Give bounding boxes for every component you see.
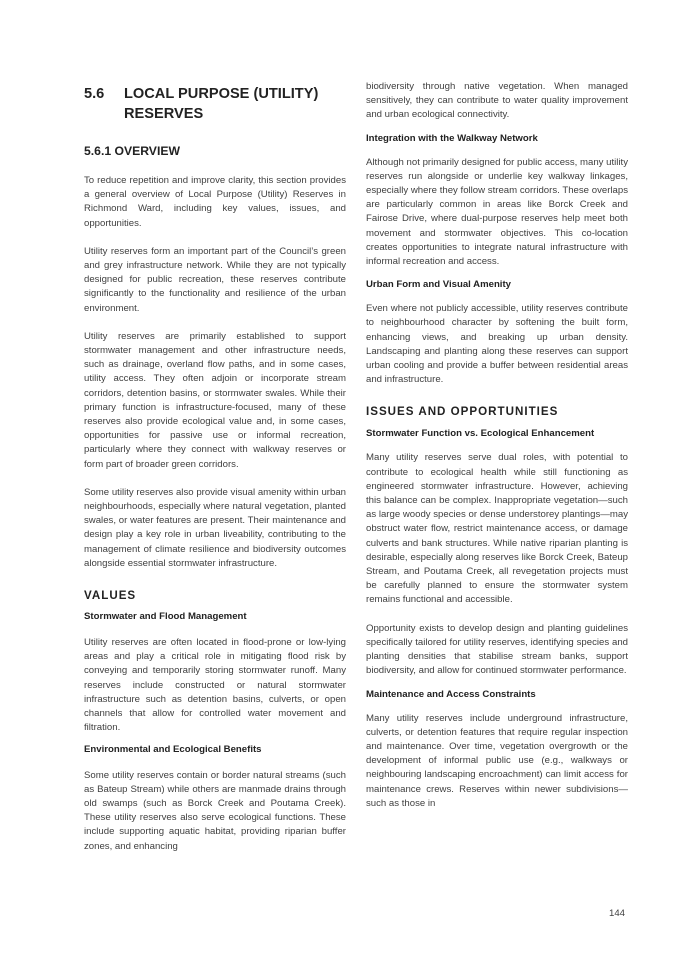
- left-column: [84, 80, 346, 854]
- function-heading: Stormwater Function vs. Ecological Enhancement: [366, 428, 595, 440]
- overview-paragraph: To reduce repetition and improve clarity, this section provides a general overview of Local Purpose (Utility) Reserves in Richmond Ward, including key values, issues, and opportunities.: [84, 175, 346, 229]
- overview-paragraph: Utility reserves are primarily established to support stormwater management and other infrastructure needs, such as drainage, overland flow paths, and in some cases, utility access. They often adjoin or incorporate stream corridors, detention basins, or stormwater swales. While their primary function is infrastructure-focused, many of these reserves also provide ecological value and, in some cases, opportunities for passive use or informal recreation, particularly where they connect with walkway reserves or form part of broader green corridors.: [84, 330, 346, 470]
- maintenance-heading: Maintenance and Access Constraints: [366, 688, 536, 700]
- function-paragraph: Many utility reserves serve dual roles, with potential to contribute to ecological health while still functioning as engineered stormwater infrastructure. However, achieving this balance can be complex. Inappropriate vegetation—such as large woody species or dense understorey plantings—may obstruct water flow, restrict maintenance access, or damage culverts and bank structures. While native riparian planting is desirable, especially along reserves like Borck Creek, Bateup Stream, and Poutama Creek, all revegetation projects must be carefully planned to ensure the stormwater system remains functional and accessible.: [366, 452, 628, 606]
- page-number: 144: [608, 908, 625, 919]
- section-title: [84, 84, 346, 124]
- stormwater-paragraph: Utility reserves are often located in flood-prone or low-lying areas and play a critical role in mitigating flood risk by conveying and temporarily storing stormwater runoff. Many reserves include constructed or natural stormwater infrastructure such as detention basins, culverts, or open channels that allow for controlled water movement and filtration.: [84, 637, 346, 734]
- stormwater-heading: Stormwater and Flood Management: [84, 611, 247, 623]
- overview-paragraph: Utility reserves form an important part of the Council’s green and grey infrastructure network. While they are not typically designed for public recreation, these reserves contribute significantly to the functionality and resilience of the urban environment.: [84, 245, 346, 314]
- walkway-paragraph: Although not primarily designed for public access, many utility reserves run alongside or underlie key walkway linkages, especially where they follow stream corridors. These overlaps are particularly common in areas like Borck Creek and Fairose Drive, where dual-purpose reserves help meet both movement and stormwater objectives. This co-location creates opportunities to integrate natural infrastructure with informal recreation and access.: [366, 156, 628, 268]
- section-title-text: LOCAL PURPOSE (UTILITY) RESERVES: [124, 86, 319, 122]
- overview-heading: 5.6.1 OVERVIEW: [84, 144, 180, 158]
- issues-heading: ISSUES AND OPPORTUNITIES: [366, 405, 559, 419]
- ecology-heading: Environmental and Ecological Benefits: [84, 743, 262, 755]
- maintenance-paragraph: Many utility reserves include underground infrastructure, culverts, or detention features that require regular inspection and maintenance. Over time, vegetation overgrowth or the development of informal public use (e.g., walkways or neighbouring landscaping encroachment) can limit access for maintenance crews. Reserves within newer subdivisions—such as those in: [366, 712, 628, 809]
- walkway-heading: Integration with the Walkway Network: [366, 132, 538, 144]
- right-column: [366, 80, 628, 811]
- overview-paragraph: Some utility reserves also provide visual amenity within urban neighbourhoods, especially where natural vegetation, planted swales, or water features are present. Their maintenance and design play a key role in urban liveability, contributing to the management of climate resilience and biodiversity outcomes alongside essential stormwater infrastructure.: [84, 486, 346, 569]
- urban-form-paragraph: Even where not publicly accessible, utility reserves contribute to neighbourhood character by softening the built form, enhancing views, and breaking up urban density. Landscaping and planting along these reserves can support urban cooling and provide a buffer between residential areas and infrastructure.: [366, 303, 628, 386]
- values-heading: VALUES: [84, 589, 137, 603]
- ecology-paragraph-continued: biodiversity through native vegetation. When managed sensitively, they can contribute to water quality improvement and urban ecological connectivity.: [366, 81, 628, 121]
- ecology-paragraph: Some utility reserves contain or border natural streams (such as Bateup Stream) while others are manmade drains through old swamps (such as Borck Creek and Poutama Creek). These utility reserves also serve ecological functions. These include supporting aquatic habitat, providing riparian buffer zones, and enhancing: [84, 769, 346, 852]
- urban-form-heading: Urban Form and Visual Amenity: [366, 279, 512, 291]
- function-paragraph: Opportunity exists to develop design and planting guidelines specifically tailored for utility reserves, identifying species and planting densities that stabilise stream banks, support biodiversity, and allow for continued stormwater performance.: [366, 622, 628, 677]
- section-number: 5.6: [84, 86, 105, 102]
